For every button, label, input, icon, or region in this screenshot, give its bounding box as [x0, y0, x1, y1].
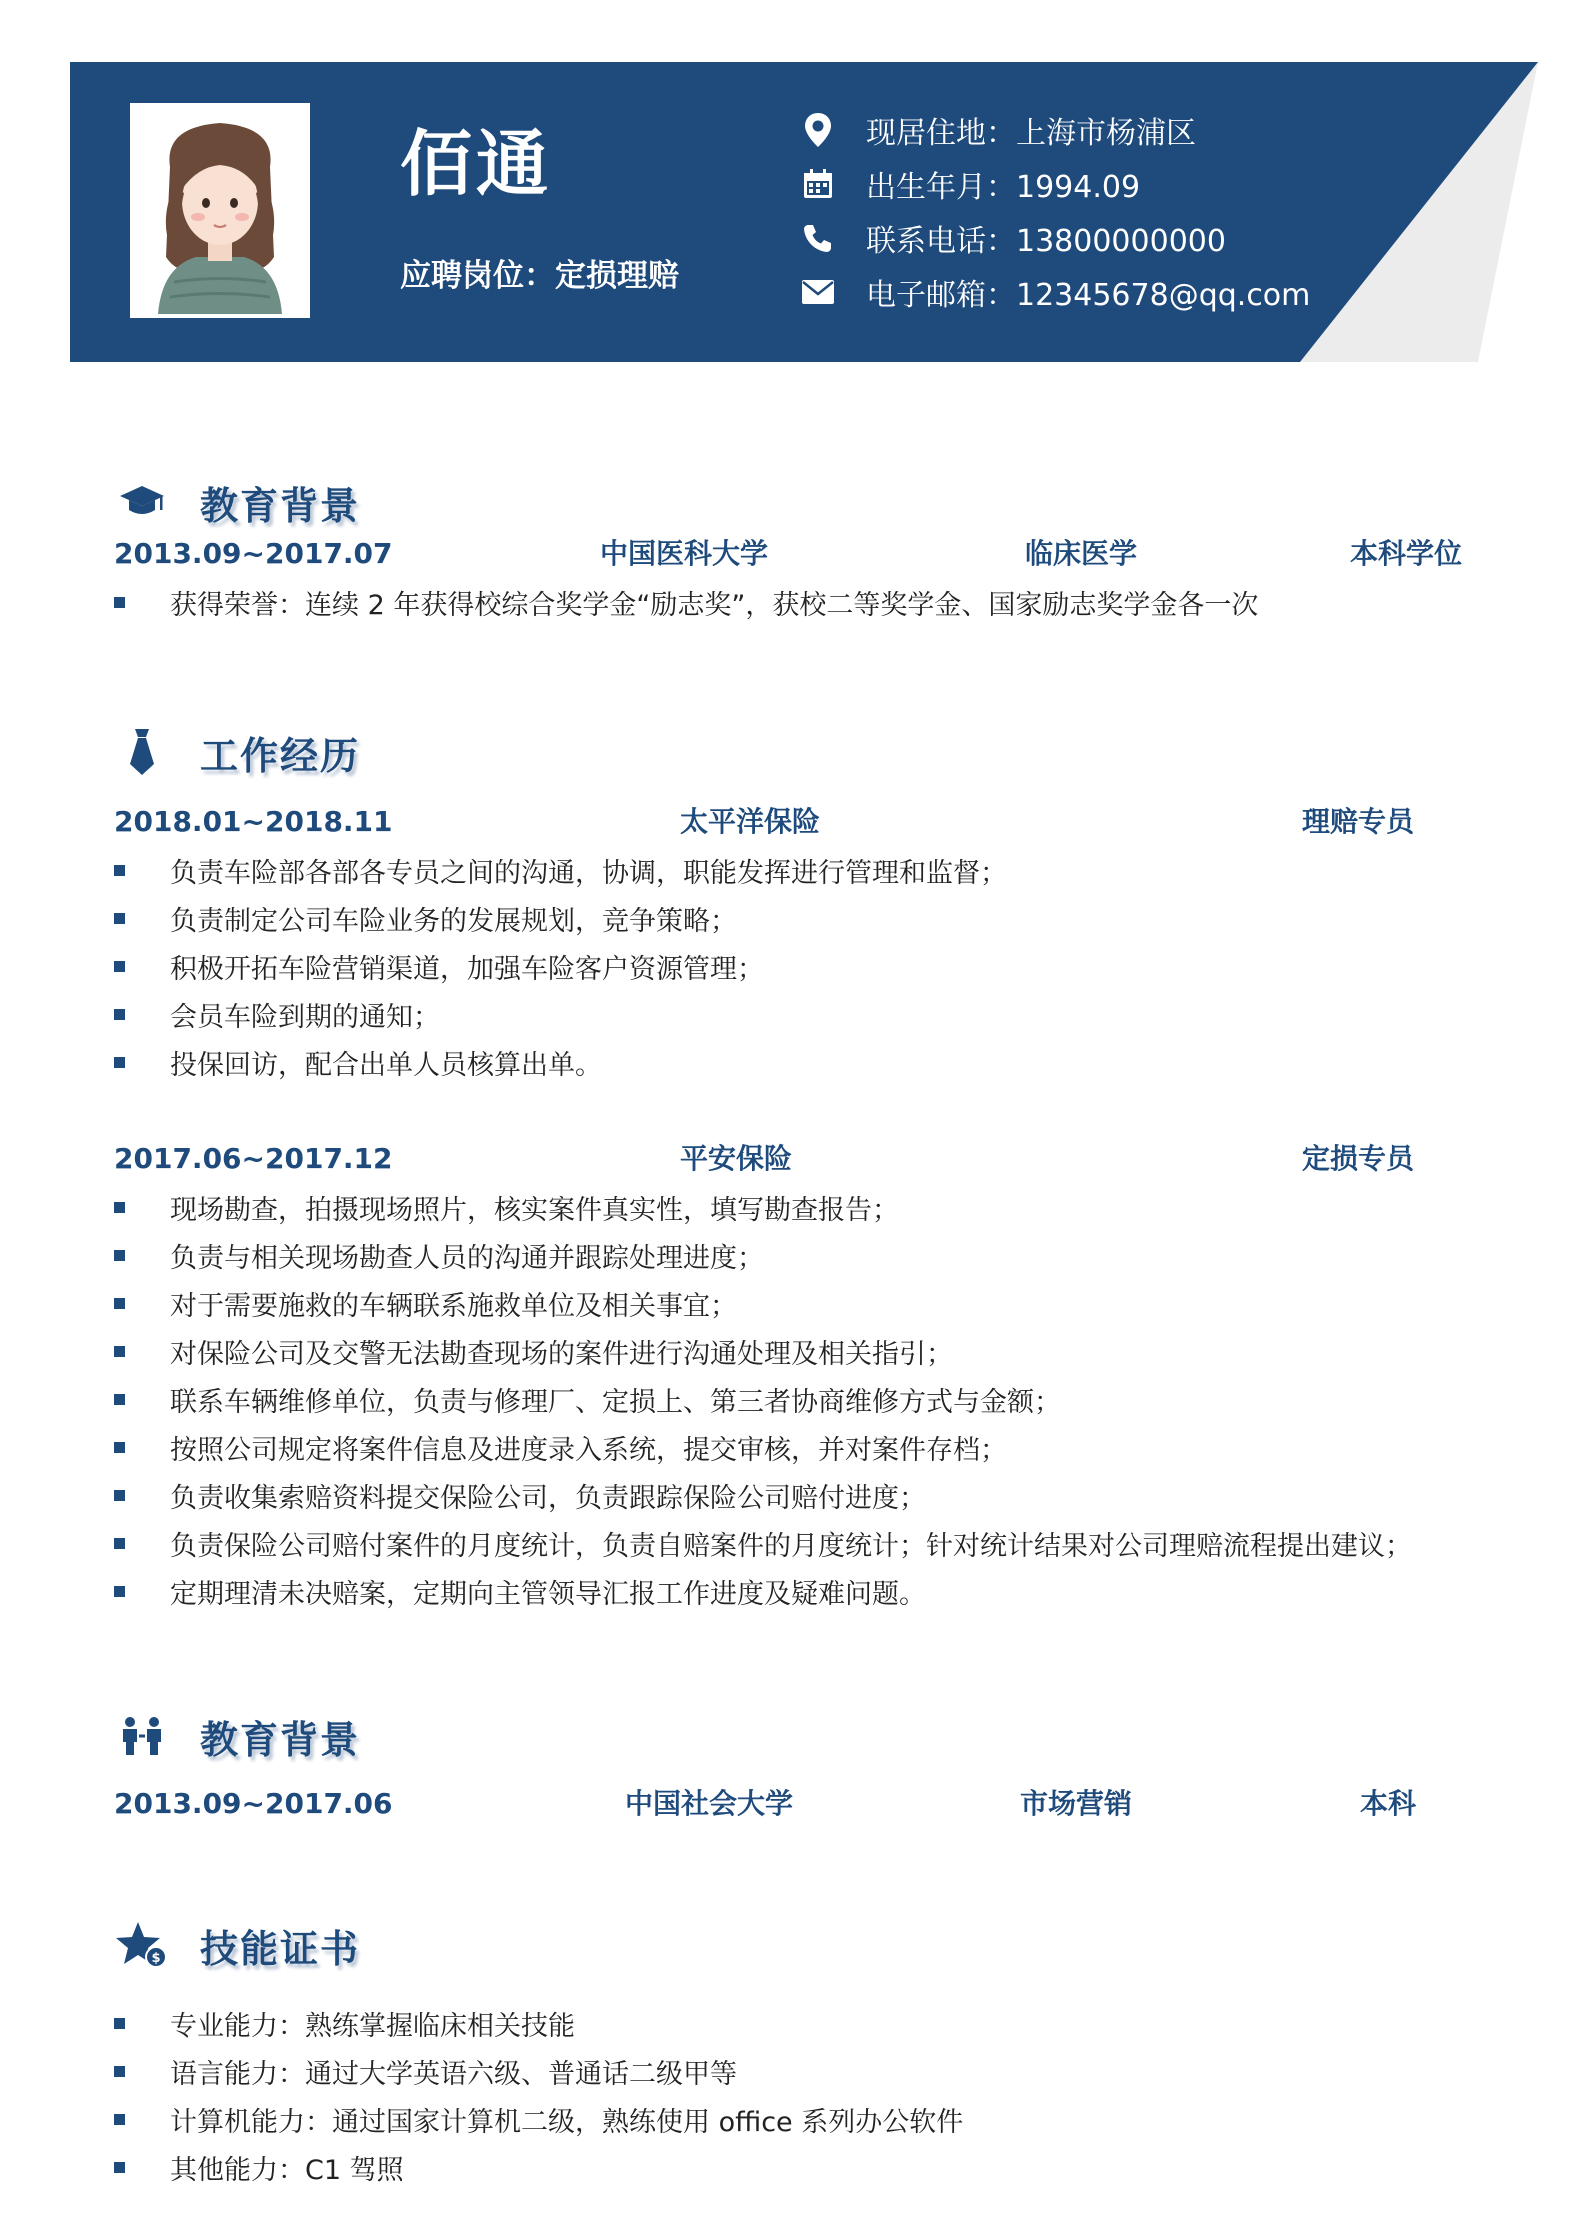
bullet-marker	[114, 1057, 125, 1068]
education-degree: 本科学位	[1350, 537, 1463, 570]
profile-photo	[130, 103, 310, 318]
bullet-marker	[114, 1490, 125, 1501]
phone-icon	[800, 220, 836, 256]
contact-birth-text: 出生年月：1994.09	[866, 170, 1141, 205]
star-badge-icon	[112, 1917, 172, 1973]
job-target: 应聘岗位：定损理赔	[400, 258, 679, 294]
bullet-marker	[114, 597, 125, 608]
bullet-marker	[114, 1009, 125, 1020]
contact-birth	[800, 162, 1140, 206]
bullet-marker	[114, 1202, 125, 1213]
education-2-degree: 本科	[1360, 1787, 1417, 1820]
bullet-marker	[114, 1442, 125, 1453]
bullet-marker	[114, 1346, 125, 1357]
work-entry-1	[0, 800, 1580, 844]
contact-location-text: 现居住地：上海市杨浦区	[866, 116, 1196, 151]
bullet-marker	[114, 865, 125, 876]
education-entry	[0, 532, 1580, 576]
list-item: 其他能力：C1 驾照	[114, 2145, 404, 2189]
section-work	[112, 722, 360, 782]
work-date: 2017.06~2017.12	[114, 1142, 393, 1175]
bullet-marker	[114, 2114, 125, 2125]
avatar-illustration	[134, 107, 306, 314]
bullet-marker	[114, 2066, 125, 2077]
bullet-marker	[114, 913, 125, 924]
list-item: 现场勘查，拍摄现场照片，核实案件真实性，填写勘查报告；	[114, 1185, 899, 1229]
bullet-marker	[114, 2018, 125, 2029]
bullet-marker	[114, 961, 125, 972]
envelope-icon	[800, 274, 836, 310]
necktie-icon	[112, 724, 172, 780]
contact-phone	[800, 216, 1226, 260]
people-icon	[112, 1708, 172, 1764]
list-item: 定期理清未决赔案，定期向主管领导汇报工作进度及疑难问题。	[114, 1569, 926, 1613]
work-date: 2018.01~2018.11	[114, 805, 393, 838]
bullet-marker	[114, 1394, 125, 1405]
list-item: 负责与相关现场勘查人员的沟通并跟踪处理进度；	[114, 1233, 764, 1277]
list-item: 专业能力：熟练掌握临床相关技能	[114, 2001, 575, 2045]
section-skills	[112, 1915, 360, 1975]
work-entry-2	[0, 1137, 1580, 1181]
graduation-cap-icon	[112, 474, 172, 530]
svg-text:$: $	[151, 1951, 161, 1966]
section-skills-title: 技能证书	[200, 1926, 361, 1971]
bullet-marker	[114, 1586, 125, 1597]
list-item: 语言能力：通过大学英语六级、普通话二级甲等	[114, 2049, 737, 2093]
section-education-title: 教育背景	[200, 483, 361, 528]
list-item: 负责保险公司赔付案件的月度统计，负责自赔案件的月度统计；针对统计结果对公司理赔流程提出建议；	[114, 1521, 1412, 1565]
bullet-marker	[114, 1250, 125, 1261]
work-company: 太平洋保险	[680, 805, 821, 838]
list-item: 获得荣誉：连续 2 年获得校综合奖学金“励志奖”，获校二等奖学金、国家励志奖学金各一次	[114, 580, 1258, 624]
work-company: 平安保险	[680, 1142, 793, 1175]
list-item: 对保险公司及交警无法勘查现场的案件进行沟通处理及相关指引；	[114, 1329, 953, 1373]
bullet-marker	[114, 1298, 125, 1309]
list-item: 按照公司规定将案件信息及进度录入系统，提交审核，并对案件存档；	[114, 1425, 1007, 1469]
work-role: 定损专员	[1302, 1142, 1415, 1175]
list-item: 负责收集索赔资料提交保险公司，负责跟踪保险公司赔付进度；	[114, 1473, 926, 1517]
bullet-marker	[114, 1538, 125, 1549]
contact-email-text: 电子邮箱：12345678@qq.com	[866, 278, 1311, 313]
section-education-2-title: 教育背景	[200, 1717, 361, 1762]
list-item: 计算机能力：通过国家计算机二级，熟练使用 office 系列办公软件	[114, 2097, 963, 2141]
contact-phone-text: 联系电话：13800000000	[866, 224, 1226, 259]
section-work-title: 工作经历	[200, 733, 361, 778]
education-major: 临床医学	[1025, 537, 1138, 570]
list-item: 对于需要施救的车辆联系施救单位及相关事宜；	[114, 1281, 737, 1325]
list-item: 负责车险部各部各专员之间的沟通，协调，职能发挥进行管理和监督；	[114, 848, 1007, 892]
list-item: 会员车险到期的通知；	[114, 992, 440, 1036]
section-education	[112, 472, 360, 532]
education-2-date: 2013.09~2017.06	[114, 1787, 393, 1820]
education-2-major: 市场营销	[1020, 1787, 1133, 1820]
location-pin-icon	[800, 112, 836, 148]
calendar-icon	[800, 166, 836, 202]
education-date: 2013.09~2017.07	[114, 537, 393, 570]
education-2-entry	[0, 1782, 1580, 1826]
list-item: 投保回访，配合出单人员核算出单。	[114, 1040, 602, 1084]
contact-email	[800, 270, 1310, 314]
candidate-name: 佰通	[400, 122, 553, 206]
bullet-marker	[114, 2162, 125, 2173]
list-item: 积极开拓车险营销渠道，加强车险客户资源管理；	[114, 944, 764, 988]
list-item: 负责制定公司车险业务的发展规划，竞争策略；	[114, 896, 737, 940]
education-school: 中国医科大学	[600, 537, 769, 570]
work-role: 理赔专员	[1302, 805, 1415, 838]
section-education-2	[112, 1706, 360, 1766]
education-2-school: 中国社会大学	[625, 1787, 794, 1820]
contact-location	[800, 108, 1196, 152]
list-item: 联系车辆维修单位，负责与修理厂、定损上、第三者协商维修方式与金额；	[114, 1377, 1061, 1421]
